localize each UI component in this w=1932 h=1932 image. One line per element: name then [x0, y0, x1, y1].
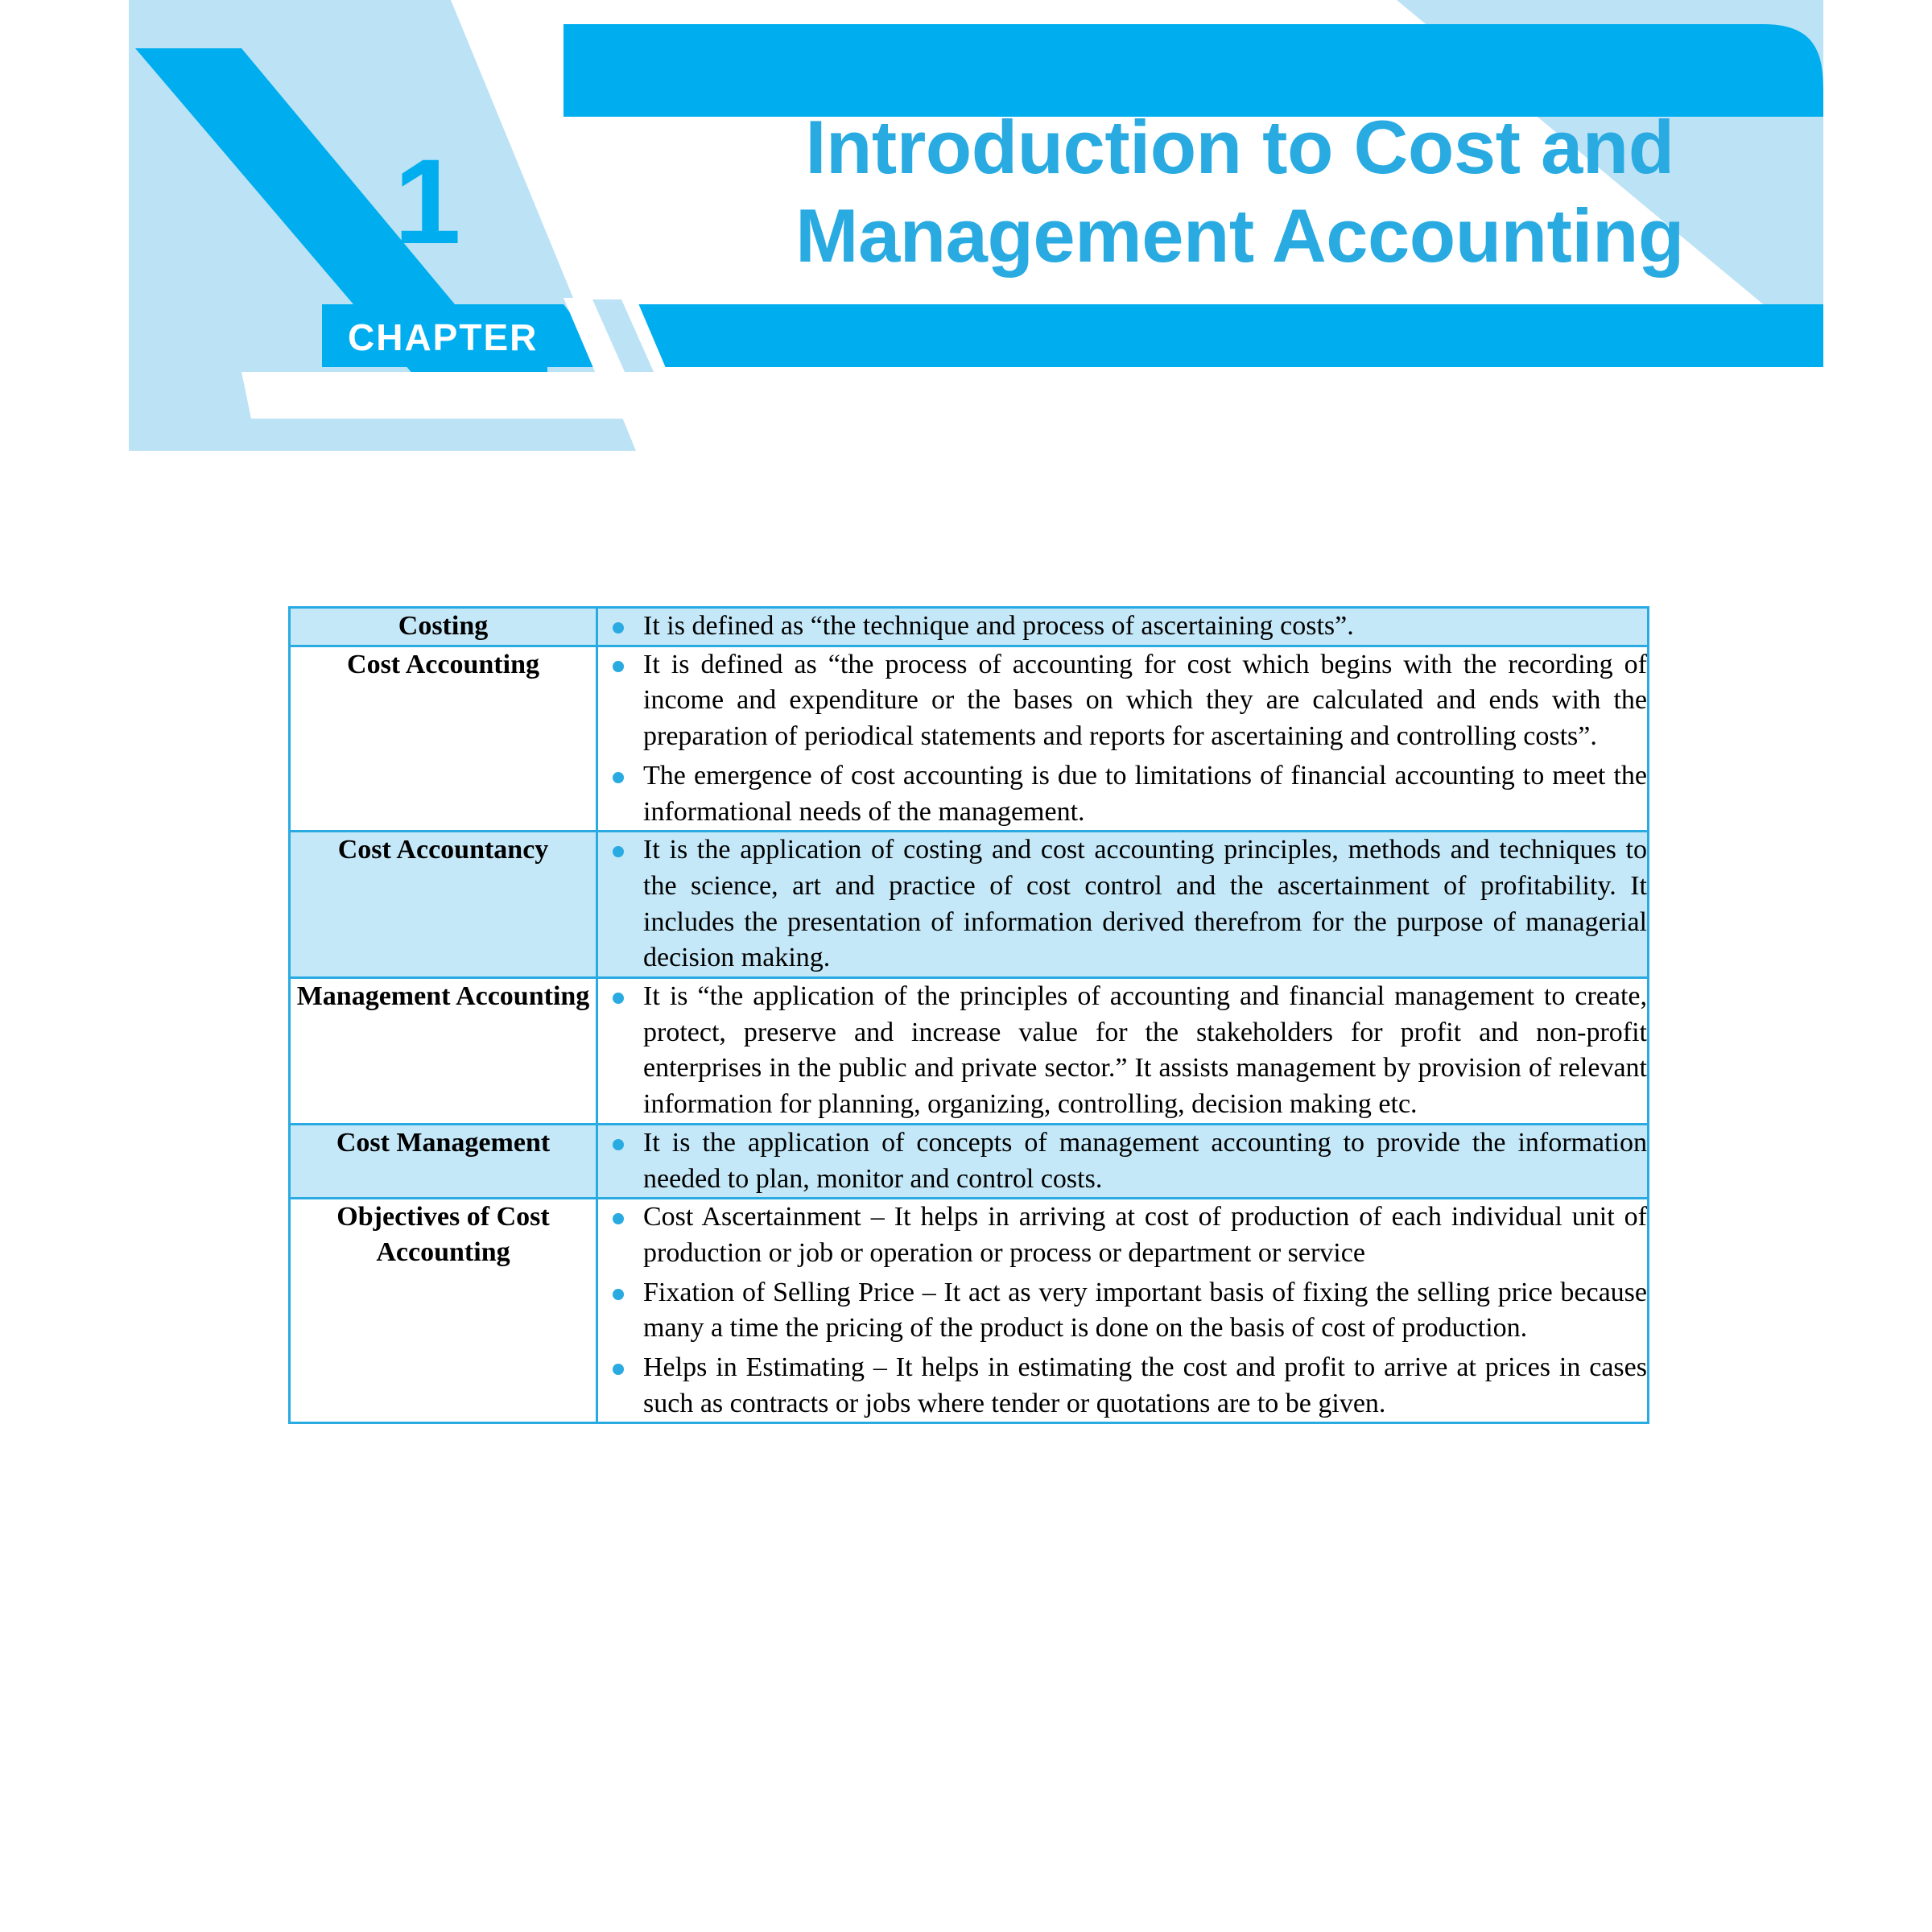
description-cell — [597, 832, 1649, 978]
bullet-list — [598, 647, 1647, 831]
bullet-item: It is defined as “the technique and process of ascertaining costs”. — [598, 609, 1647, 645]
table-row — [290, 646, 1649, 832]
bullet-item: Helps in Estimating – It helps in estimating the cost and profit to arrive at prices in cases such as contracts or jobs where tender or quotations are to be given. — [598, 1350, 1647, 1422]
bullet-list — [598, 1125, 1647, 1197]
chapter-number: 1 — [394, 134, 460, 269]
bullet-item: Fixation of Selling Price – It act as very important basis of fixing the selling price because many a time the pricing of the product is done on the basis of cost of production. — [598, 1275, 1647, 1347]
bullet-item: It is the application of costing and cost accounting principles, methods and techniques to the science, art and practice of cost control and the ascertainment of profitability. It includes the presentation of information derived therefrom for the purpose of managerial decision making. — [598, 832, 1647, 976]
banner-white-lower-gap — [242, 372, 667, 419]
table-body — [290, 608, 1649, 1423]
bullet-item: It is defined as “the process of accounting for cost which begins with the recording of income and expenditure or the bases on which they are calculated and ends with the preparation of periodical statements and reports for ascertaining and controlling costs”. — [598, 647, 1647, 755]
description-cell — [597, 978, 1649, 1125]
bullet-item: The emergence of cost accounting is due to limitations of financial accounting to meet the informational needs of the management. — [598, 758, 1647, 830]
bullet-list — [598, 832, 1647, 976]
bullet-list — [598, 609, 1647, 645]
term-cell: Management Accounting — [290, 978, 597, 1125]
page-title-line-2: Management Accounting — [795, 192, 1684, 278]
table-row — [290, 978, 1649, 1125]
term-cell: Costing — [290, 608, 597, 646]
page-title — [660, 103, 1819, 280]
table-row — [290, 608, 1649, 646]
banner-primary-bottom-bar — [636, 304, 1823, 367]
bullet-list — [598, 1199, 1647, 1422]
page-title-line-1: Introduction to Cost and — [805, 105, 1674, 189]
term-cell: Cost Accounting — [290, 646, 597, 832]
table-row — [290, 1199, 1649, 1423]
term-cell: Cost Accountancy — [290, 832, 597, 978]
chapter-label: CHAPTER — [348, 316, 539, 358]
table-row — [290, 1124, 1649, 1198]
description-cell — [597, 1199, 1649, 1423]
table-row — [290, 832, 1649, 978]
bullet-item: It is “the application of the principles of accounting and financial management to create, protect, preserve and increase value for the stakeholders for profit and non-profit enterprises in the public and private sector.” It assists management by provision of relevant information for planning, organizing, controlling, decision making etc. — [598, 979, 1647, 1123]
bullet-item: It is the application of concepts of management accounting to provide the information needed to plan, monitor and control costs. — [598, 1125, 1647, 1197]
bullet-list — [598, 979, 1647, 1123]
term-cell: Cost Management — [290, 1124, 597, 1198]
term-cell: Objectives of Cost Accounting — [290, 1199, 597, 1423]
bullet-item: Cost Ascertainment – It helps in arriving at cost of production of each individual unit of production or job or operation or process or department or service — [598, 1199, 1647, 1271]
description-cell — [597, 1124, 1649, 1198]
description-cell — [597, 608, 1649, 646]
description-cell — [597, 646, 1649, 832]
chapter-banner — [0, 0, 1932, 467]
concept-definitions-table — [288, 606, 1649, 1424]
